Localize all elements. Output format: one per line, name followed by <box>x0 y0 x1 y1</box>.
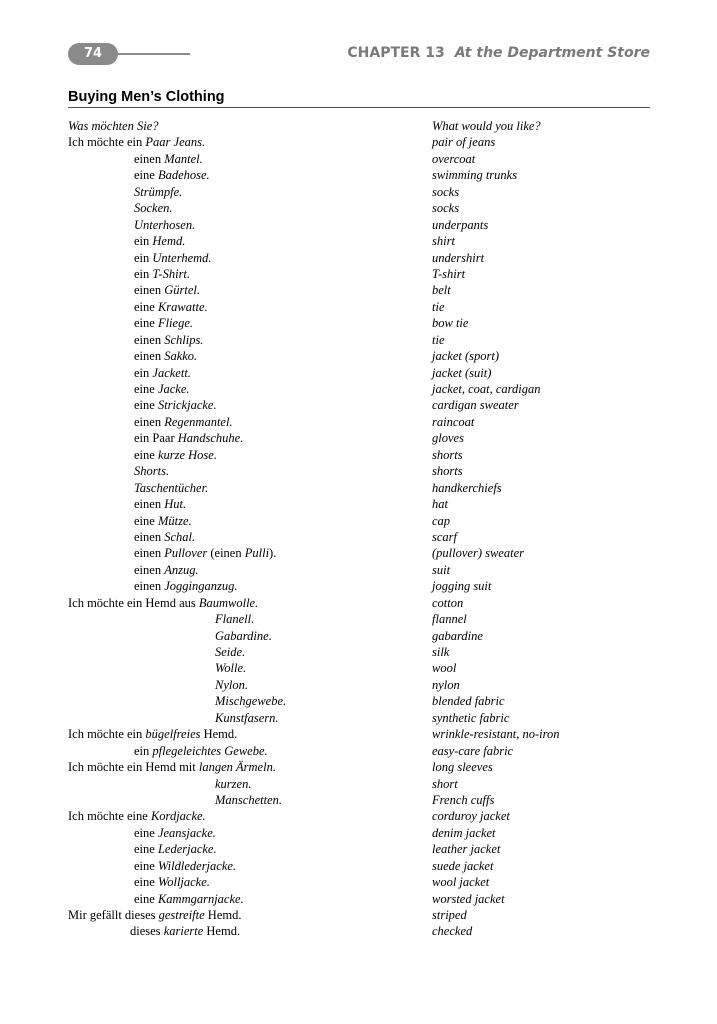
german-phrase-part: Pullover <box>164 546 208 561</box>
german-phrase-part: kurzen. <box>215 776 252 791</box>
german-phrase-part: gestreifte <box>158 908 205 922</box>
german-phrase-part: ein <box>134 365 153 380</box>
german-phrase-part: Flanell. <box>215 612 255 627</box>
vocab-row <box>0 233 717 249</box>
german-phrase-part: Handschuhe. <box>177 431 244 446</box>
english-translation: tie <box>432 332 445 347</box>
german-phrase <box>134 200 173 216</box>
german-phrase-part: ). <box>269 546 277 561</box>
english-translation: jogging suit <box>432 579 492 594</box>
german-phrase-part: Ich möchte eine <box>68 809 151 824</box>
german-phrase-part: einen <box>134 497 165 512</box>
english-translation: underpants <box>432 217 489 232</box>
german-phrase-part: Pulli <box>244 546 270 561</box>
german-phrase-part: (einen <box>207 546 245 561</box>
vocab-row <box>0 496 717 512</box>
german-phrase <box>134 562 199 578</box>
german-phrase-part: ein <box>134 743 153 758</box>
german-phrase <box>134 430 243 446</box>
english-translation: nylon <box>432 677 460 692</box>
german-phrase <box>134 529 195 545</box>
english-translation: flannel <box>432 612 467 627</box>
vocab-row <box>0 167 717 183</box>
german-phrase-part: ein <box>134 266 153 281</box>
german-phrase <box>134 381 190 397</box>
german-phrase <box>134 397 217 413</box>
german-phrase-part: Hut. <box>164 497 187 512</box>
german-phrase <box>134 480 208 496</box>
german-phrase <box>215 693 286 709</box>
english-translation: suit <box>432 562 451 577</box>
german-phrase-part: Was möchten Sie? <box>68 119 159 133</box>
german-phrase <box>68 595 258 611</box>
german-phrase-part: Nylon. <box>215 677 248 692</box>
german-phrase <box>134 266 190 282</box>
vocab-row <box>0 430 717 446</box>
german-phrase <box>215 776 251 792</box>
running-header <box>347 45 650 61</box>
english-translation: wrinkle-resistant, no-iron <box>432 727 560 742</box>
german-phrase <box>215 792 282 808</box>
german-phrase-part: Kammgarnjacke. <box>157 891 244 906</box>
german-phrase-part: Jacke. <box>157 382 190 396</box>
english-translation: handkerchiefs <box>432 480 502 495</box>
german-phrase-part: Seide. <box>215 645 246 659</box>
vocab-row <box>0 332 717 348</box>
german-phrase <box>68 808 206 824</box>
english-translation: jacket (sport) <box>432 349 499 364</box>
german-phrase-part: eine <box>134 299 158 314</box>
vocab-row <box>0 463 717 479</box>
english-translation: cotton <box>432 595 464 610</box>
english-translation: shorts <box>432 464 463 479</box>
german-phrase <box>68 134 205 150</box>
vocab-row <box>0 874 717 890</box>
english-translation: shirt <box>432 234 455 249</box>
german-phrase-part: ein <box>134 234 153 249</box>
english-translation: long sleeves <box>432 760 493 775</box>
german-phrase-part: kurze Hose. <box>157 447 217 462</box>
german-phrase-part: Wildlederjacke. <box>157 858 237 873</box>
german-phrase-part: Lederjacke. <box>157 842 217 857</box>
german-phrase-part: einen <box>134 546 165 561</box>
vocab-row <box>0 677 717 693</box>
german-phrase <box>215 628 272 644</box>
german-phrase-part: einen <box>134 529 165 544</box>
german-phrase-part: Mantel. <box>164 151 203 166</box>
vocab-row <box>0 414 717 430</box>
german-phrase-part: Strümpfe. <box>134 184 183 199</box>
vocab-row <box>0 315 717 331</box>
german-phrase-part: einen <box>134 414 165 429</box>
german-phrase-part: Gürtel. <box>164 283 200 298</box>
german-phrase <box>134 463 169 479</box>
german-phrase-part: einen <box>134 562 165 577</box>
german-phrase-part: einen <box>134 151 165 166</box>
vocab-row <box>0 200 717 216</box>
german-phrase-part: Anzug. <box>164 562 199 577</box>
german-phrase <box>134 299 208 315</box>
german-phrase <box>215 611 254 627</box>
german-phrase-part: Ich möchte ein Hemd mit <box>68 760 199 775</box>
german-phrase-part: eine <box>134 168 158 183</box>
german-phrase-part: dieses <box>130 924 164 939</box>
vocab-row <box>0 562 717 578</box>
vocab-row <box>0 628 717 644</box>
english-translation: T-shirt <box>432 266 466 281</box>
english-translation: silk <box>432 645 450 659</box>
german-phrase <box>134 891 244 907</box>
vocab-row <box>0 710 717 726</box>
german-phrase-part: langen Ärmeln. <box>198 760 276 775</box>
german-phrase-part: Jogginganzug. <box>164 579 238 594</box>
chapter-title: At the Department Store <box>454 45 650 61</box>
german-phrase-part: einen <box>134 349 165 364</box>
english-translation: socks <box>432 184 460 199</box>
german-phrase <box>134 348 197 364</box>
english-translation: cap <box>432 513 451 528</box>
vocab-row <box>0 118 717 134</box>
german-phrase <box>215 660 246 676</box>
page-number-badge <box>68 43 118 65</box>
german-phrase-part: Hemd. <box>152 234 186 249</box>
german-phrase <box>134 874 210 890</box>
english-translation: socks <box>432 201 460 216</box>
german-phrase-part: Jackett. <box>152 365 191 380</box>
vocab-row <box>0 381 717 397</box>
vocab-row <box>0 365 717 381</box>
vocab-row <box>0 726 717 742</box>
vocab-row <box>0 250 717 266</box>
german-phrase-part: eine <box>134 858 158 873</box>
german-phrase <box>134 513 192 529</box>
german-phrase <box>134 184 182 200</box>
german-phrase-part: Ich möchte ein Hemd aus <box>68 595 199 610</box>
english-translation: striped <box>432 908 467 922</box>
german-phrase-part: ein <box>134 250 153 265</box>
english-translation: corduroy jacket <box>432 809 510 824</box>
german-phrase <box>134 545 276 561</box>
english-translation: gloves <box>432 431 464 446</box>
german-phrase-part: ein Paar <box>134 431 178 446</box>
vocab-row <box>0 134 717 150</box>
section-title: Buying Men’s Clothing <box>68 89 225 105</box>
english-translation: bow tie <box>432 316 469 331</box>
german-phrase-part: Strickjacke. <box>157 398 217 413</box>
german-phrase-part: eine <box>134 513 158 528</box>
german-phrase-part: Ich möchte ein <box>68 727 146 742</box>
german-phrase <box>134 841 217 857</box>
english-translation: leather jacket <box>432 842 501 857</box>
german-phrase-part: pflegeleichtes Gewebe. <box>152 743 268 758</box>
english-translation: What would you like? <box>432 119 541 133</box>
english-translation: raincoat <box>432 414 475 429</box>
german-phrase <box>134 496 186 512</box>
german-phrase <box>134 578 237 594</box>
german-phrase-part: eine <box>134 891 158 906</box>
german-phrase-part: Schlips. <box>164 332 204 347</box>
german-phrase-part: eine <box>134 398 158 413</box>
german-phrase <box>134 217 195 233</box>
vocab-row <box>0 282 717 298</box>
german-phrase-part: Kordjacke. <box>150 809 206 824</box>
vocab-row <box>0 891 717 907</box>
vocab-row <box>0 825 717 841</box>
english-translation: cardigan sweater <box>432 398 519 413</box>
vocab-row <box>0 808 717 824</box>
german-phrase-part: Wolljacke. <box>157 875 210 890</box>
vocab-row <box>0 776 717 792</box>
vocab-row <box>0 841 717 857</box>
english-translation: wool <box>432 661 457 676</box>
german-phrase <box>215 644 245 660</box>
german-phrase-part: Regenmantel. <box>164 414 233 429</box>
vocab-row <box>0 907 717 923</box>
german-phrase-part: eine <box>134 382 158 396</box>
vocab-row <box>0 151 717 167</box>
german-phrase <box>134 167 210 183</box>
german-phrase <box>215 710 279 726</box>
german-phrase <box>134 365 191 381</box>
german-phrase-part: Gabardine. <box>215 628 272 643</box>
german-phrase-part: Unterhosen. <box>134 217 196 232</box>
german-phrase-part: eine <box>134 316 158 331</box>
german-phrase-part: Ich möchte ein <box>68 135 146 150</box>
english-translation: scarf <box>432 529 457 544</box>
german-phrase <box>134 743 268 759</box>
german-phrase-part: Sakko. <box>164 349 198 364</box>
german-phrase-part: Kunstfasern. <box>215 710 279 725</box>
english-translation: jacket, coat, cardigan <box>432 382 541 396</box>
german-phrase <box>134 282 200 298</box>
english-translation: wool jacket <box>432 875 490 890</box>
german-phrase-part: Unterhemd. <box>152 250 212 265</box>
english-translation: gabardine <box>432 628 483 643</box>
german-phrase <box>68 726 237 742</box>
english-translation: (pullover) sweater <box>432 546 524 561</box>
english-translation: belt <box>432 283 451 298</box>
vocab-row <box>0 266 717 282</box>
german-phrase <box>130 923 240 939</box>
english-translation: hat <box>432 497 448 512</box>
section-rule <box>68 107 650 108</box>
vocab-row <box>0 480 717 496</box>
header-rule <box>112 53 190 55</box>
german-phrase-part: Wolle. <box>215 661 247 676</box>
english-translation: undershirt <box>432 250 485 265</box>
german-phrase-part: Paar Jeans. <box>145 135 206 150</box>
vocab-row <box>0 611 717 627</box>
vocab-row <box>0 217 717 233</box>
german-phrase <box>134 332 203 348</box>
german-phrase-part: eine <box>134 447 158 462</box>
chapter-label: CHAPTER 13 <box>347 45 445 61</box>
vocab-row <box>0 693 717 709</box>
german-phrase <box>215 677 248 693</box>
german-phrase-part: einen <box>134 332 165 347</box>
german-phrase <box>134 414 233 430</box>
german-phrase-part: Mütze. <box>157 513 192 528</box>
german-phrase-part: Manschetten. <box>215 792 282 807</box>
vocab-row <box>0 184 717 200</box>
vocab-row <box>0 595 717 611</box>
vocab-row <box>0 644 717 660</box>
vocab-row <box>0 759 717 775</box>
english-translation: easy-care fabric <box>432 743 514 758</box>
german-phrase-part: Badehose. <box>157 168 210 183</box>
german-phrase <box>134 447 217 463</box>
english-translation: shorts <box>432 447 463 462</box>
english-translation: overcoat <box>432 151 476 166</box>
german-phrase-part: karierte <box>163 924 204 939</box>
english-translation: pair of jeans <box>432 135 496 150</box>
german-phrase-part: Jeansjacke. <box>157 825 216 840</box>
vocab-row <box>0 923 717 939</box>
german-phrase-part: Shorts. <box>134 464 170 479</box>
page-number: 74 <box>83 46 103 61</box>
german-phrase <box>68 759 276 775</box>
german-phrase <box>134 858 236 874</box>
german-phrase-part: Hemd. <box>203 924 241 939</box>
vocab-row <box>0 858 717 874</box>
english-translation: swimming trunks <box>432 168 518 183</box>
german-phrase <box>134 151 203 167</box>
english-translation: French cuffs <box>432 792 495 807</box>
german-phrase <box>134 250 212 266</box>
english-translation: tie <box>432 299 445 314</box>
vocab-row <box>0 743 717 759</box>
english-translation: suede jacket <box>432 858 494 873</box>
english-translation: synthetic fabric <box>432 710 510 725</box>
german-phrase <box>68 118 159 134</box>
vocab-row <box>0 578 717 594</box>
vocab-row <box>0 529 717 545</box>
english-translation: worsted jacket <box>432 891 505 906</box>
vocab-row <box>0 545 717 561</box>
german-phrase-part: bügelfreies <box>145 727 201 742</box>
english-translation: short <box>432 776 458 791</box>
german-phrase-part: Taschentücher. <box>134 480 209 495</box>
german-phrase-part: eine <box>134 825 158 840</box>
vocabulary-list <box>0 118 717 940</box>
vocab-row <box>0 447 717 463</box>
german-phrase <box>134 233 185 249</box>
german-phrase-part: Hemd. <box>204 908 242 922</box>
english-translation: checked <box>432 924 473 939</box>
german-phrase-part: Hemd. <box>200 727 238 742</box>
english-translation: jacket (suit) <box>432 365 492 380</box>
german-phrase-part: Krawatte. <box>157 299 208 314</box>
english-translation: denim jacket <box>432 825 496 840</box>
german-phrase-part: Fliege. <box>157 316 194 331</box>
german-phrase-part: Socken. <box>134 201 173 216</box>
german-phrase-part: einen <box>134 579 165 594</box>
german-phrase-part: eine <box>134 875 158 890</box>
vocab-row <box>0 348 717 364</box>
german-phrase-part: Baumwolle. <box>198 595 259 610</box>
german-phrase <box>134 825 216 841</box>
vocab-row <box>0 792 717 808</box>
german-phrase-part: T-Shirt. <box>152 266 191 281</box>
german-phrase <box>68 907 241 923</box>
german-phrase-part: eine <box>134 842 158 857</box>
vocab-row <box>0 660 717 676</box>
english-translation: blended fabric <box>432 694 505 709</box>
german-phrase-part: Mischgewebe. <box>215 694 287 709</box>
german-phrase <box>134 315 193 331</box>
vocab-row <box>0 397 717 413</box>
vocab-row <box>0 299 717 315</box>
german-phrase-part: einen <box>134 283 165 298</box>
german-phrase-part: Mir gefällt dieses <box>68 908 159 922</box>
vocab-row <box>0 513 717 529</box>
german-phrase-part: Schal. <box>164 529 196 544</box>
